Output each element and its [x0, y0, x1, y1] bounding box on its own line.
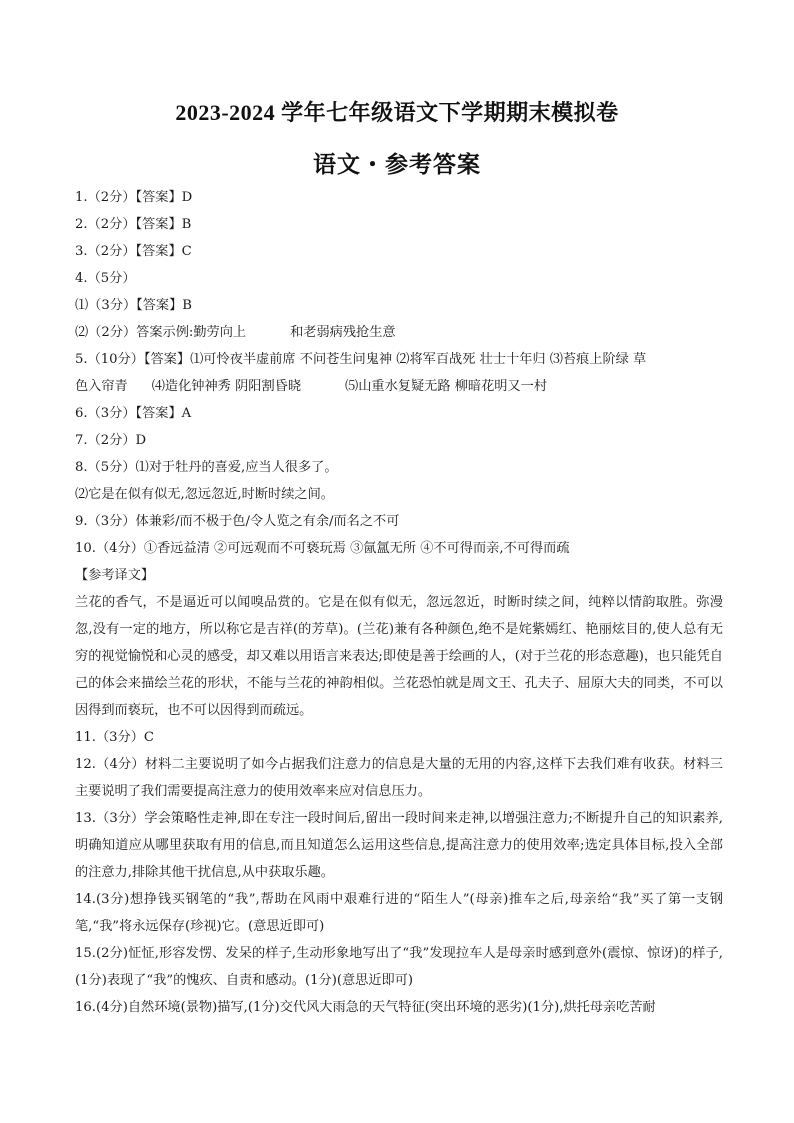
page-title: 2023-2024 学年七年级语文下学期期末模拟卷 — [175, 100, 619, 125]
answer-q15: 15.(2分)怔怔,形容发愣、发呆的样子,生动形象地写出了“我”发现拉车人是母亲时感到意外(震惊、惊讶)的样子,(1分)表现了“我”的愧疚、自责和感动。(1分)(意思近即可) — [75, 946, 723, 988]
answer-q1: 1.（2分）【答案】D — [75, 190, 193, 205]
page-subtitle: 语文・参考答案 — [313, 152, 481, 177]
answer-q4-2 — [75, 319, 723, 346]
answer-q12: 12.（4分）材料二主要说明了如今占据我们注意力的信息是大量的无用的内容,这样下去我们难有收获。材料三主要说明了我们需要提高注意力的使用效率来应对信息压力。 — [75, 757, 723, 799]
answer-q5-part-a: 色入帘青 — [75, 379, 128, 394]
answer-q8-line2: ⑵它是在似有似无,忽远忽近,时断时续之间。 — [75, 487, 334, 502]
answer-q5-part-b: ⑷造化钟神秀 阴阳割昏晓 — [151, 379, 302, 394]
translation-heading: 【参考译文】 — [75, 568, 155, 583]
answer-q5-part-c: ⑸山重水复疑无路 柳暗花明又一村 — [345, 379, 548, 394]
answer-q11: 11.（3分）C — [75, 730, 155, 745]
answer-q4-2-part-b: 和老弱病残抢生意 — [290, 325, 396, 340]
answer-q13: 13.（3分）学会策略性走神,即在专注一段时间后,留出一段时间来走神,以增强注意力;不断提升自己的知识素养,明确知道应从哪里获取有用的信息,而且知道怎么运用这些信息,提高注意力的使用效率;选定具体目标,投入全部的注意力,排除其他干扰信息,从中获取乐趣。 — [75, 811, 723, 880]
answer-q5-line1: 5.（10分）【答案】⑴可怜夜半虚前席 不问苍生问鬼神 ⑵将军百战死 壮士十年归 ⑶苔痕上阶绿 草 — [75, 352, 647, 367]
answer-q3: 3.（2分）【答案】C — [75, 244, 192, 259]
answer-q16: 16.(4分)自然环境(景物)描写,(1分)交代风大雨急的天气特征(突出环境的恶劣)(1分),烘托母亲吃苦耐 — [75, 1000, 656, 1015]
answer-q7: 7.（2分）D — [75, 433, 147, 448]
answer-q6: 6.（3分）【答案】A — [75, 406, 192, 421]
answer-q5-line2 — [75, 373, 723, 400]
answer-q4-2-part-a: ⑵（2分）答案示例:勤劳向上 — [75, 325, 247, 340]
translation-text: 兰花的香气，不是逼近可以闻嗅品赏的。它是在似有似无，忽远忽近，时断时续之间，纯粹以情韵取胜。弥漫忽,没有一定的地方，所以称它是吉祥(的芳草)。(兰花)兼有各种颜色,绝不是姹紫嫣红、艳丽炫目的,使人总有无穷的视觉愉悦和心灵的感受，却又难以用语言来表达;即使是善于绘画的人，(对于兰花的形态意趣)，也只能凭自己的体会来描绘兰花的形状，不能与兰花的神韵相似。兰花恐怕就是周文王、孔夫子、屈原大夫的同类，不可以因得到而亵玩，也不可以因得到而疏远。 — [75, 595, 723, 718]
answer-q8-line1: 8.（5分）⑴对于牡丹的喜爱,应当人很多了。 — [75, 460, 338, 475]
answer-q4-1: ⑴（3分）【答案】B — [75, 298, 192, 313]
answer-list — [75, 184, 723, 1021]
answer-q14: 14.(3分)想挣钱买钢笔的“我”,帮助在风雨中艰难行进的“陌生人”(母亲)推车之后,母亲给“我”买了第一支钢笔,“我”将永远保存(珍视)它。(意思近即可) — [75, 892, 723, 934]
answer-q2: 2.（2分）【答案】B — [75, 217, 192, 232]
answer-q4: 4.（5分） — [75, 271, 136, 286]
answer-q9: 9.（3分）体兼彩/而不极于色/令人览之有余/而名之不可 — [75, 514, 400, 529]
answer-q10: 10.（4分）①香远益清 ②可远观而不可亵玩焉 ③氤氲无所 ④不可得而亲,不可得而疏 — [75, 541, 570, 556]
